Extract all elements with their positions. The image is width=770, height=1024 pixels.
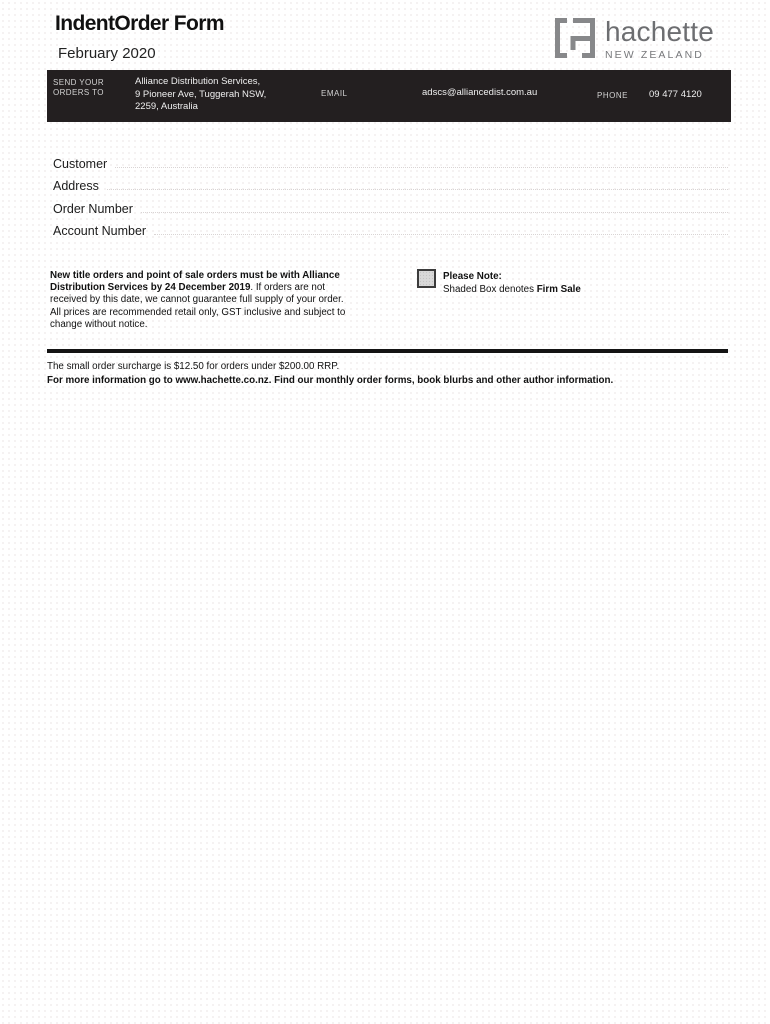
firm-sale-term: Firm Sale [536, 284, 581, 295]
logo-brand-name: hachette [605, 16, 715, 47]
send-orders-label: SEND YOUR ORDERS TO [53, 78, 105, 97]
section-divider [47, 349, 728, 353]
firm-sale-legend-line: Shaded Box denotes Firm Sale [443, 284, 581, 295]
address-field-label: Address [53, 179, 99, 194]
surcharge-note: The small order surcharge is $12.50 for orders under $200.00 RRP. [47, 361, 340, 372]
ordering-notice [50, 270, 348, 331]
address-field-input[interactable] [107, 176, 728, 190]
phone-label: PHONE [597, 91, 628, 100]
phone-number: 09 477 4120 [649, 89, 702, 100]
customer-details-form [53, 149, 728, 239]
email-label: EMAIL [321, 89, 348, 98]
footer-notes [47, 360, 728, 388]
page-subtitle: February 2020 [58, 45, 156, 62]
hachette-logo [553, 17, 714, 64]
account-number-field-label: Account Number [53, 224, 147, 239]
account-number-field-input[interactable] [154, 221, 728, 235]
account-number-field-row [53, 217, 728, 240]
customer-field-label: Customer [53, 156, 108, 171]
more-information-note: For more information go to www.hachette.co.nz. Find our monthly order forms, book blurbs and other author information. [47, 374, 614, 386]
hachette-logo-icon [553, 17, 597, 64]
hachette-logo-text [605, 17, 714, 61]
distributor-address: Alliance Distribution Services, 9 Pioneer Ave, Tuggerah NSW, 2259, Australia [135, 76, 267, 112]
shaded-box-sample [417, 269, 436, 288]
order-number-field-input[interactable] [141, 199, 728, 213]
page-title: IndentOrder Form [55, 12, 224, 35]
address-field-row [53, 172, 728, 195]
customer-field-row [53, 149, 728, 172]
ordering-notice-bold: New title orders and point of sale orders must be with Alliance Distribution Services by 24 December 2019 [50, 270, 340, 294]
ordering-notice-regular: . If orders are not received by this date, we cannot guarantee full supply of your order. All prices are recommended retail only, GST inclusive and subject to change without notice. [50, 282, 346, 330]
send-orders-bar [47, 70, 731, 122]
firm-sale-legend [443, 270, 581, 296]
order-number-field-row [53, 194, 728, 217]
logo-region-name: NEW ZEALAND [605, 49, 704, 61]
email-address: adscs@alliancedist.com.au [422, 87, 538, 98]
please-note-heading: Please Note: [443, 271, 502, 282]
customer-field-input[interactable] [115, 154, 728, 168]
order-number-field-label: Order Number [53, 201, 133, 216]
